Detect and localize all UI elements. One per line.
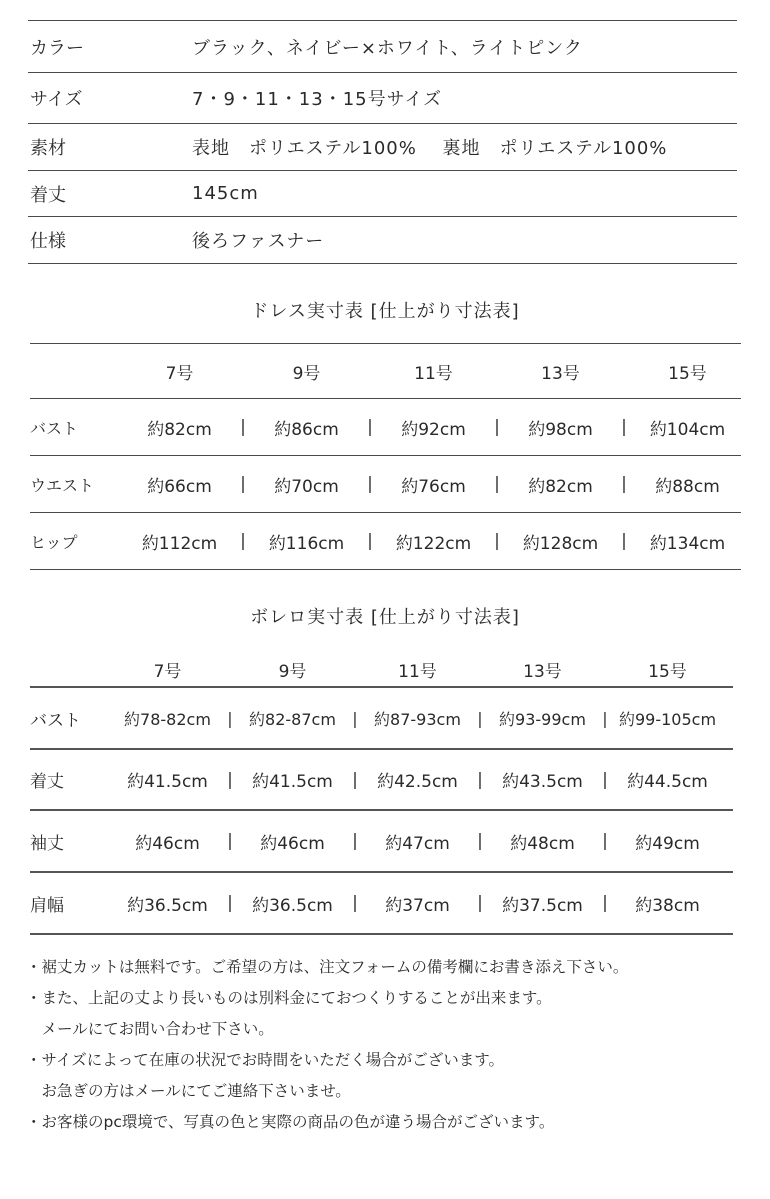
size-header: 13号 (541, 363, 580, 384)
cell-separator: | (227, 831, 233, 851)
table-cell: 約42.5cm (377, 772, 458, 792)
table-row (30, 688, 733, 750)
size-header: 9号 (278, 661, 307, 682)
cell-separator: | (621, 531, 627, 551)
table-cell: 約41.5cm (252, 772, 333, 792)
cell-separator: | (367, 417, 373, 437)
spec-value: ブラック、ネイビー×ホワイト、ライトピンク (192, 37, 583, 59)
table-cell: 約116cm (268, 533, 345, 554)
cell-separator: | (602, 708, 608, 728)
table-cell: 約128cm (522, 533, 599, 554)
spec-row-size (28, 73, 737, 124)
cell-separator: | (621, 417, 627, 437)
table-row (30, 513, 741, 570)
size-header: 9号 (292, 363, 321, 384)
table-cell: 約38cm (635, 895, 700, 916)
table-cell: 約44.5cm (627, 772, 708, 792)
cell-separator: | (227, 708, 233, 728)
cell-separator: | (602, 769, 608, 790)
row-label: ウエスト (30, 475, 95, 495)
cell-separator: | (367, 531, 373, 551)
cell-separator: | (352, 769, 358, 790)
row-label: 袖丈 (30, 833, 64, 854)
cell-separator: | (621, 474, 627, 494)
cell-separator: | (477, 893, 483, 913)
spec-row-length (28, 171, 737, 217)
table-row (30, 873, 733, 935)
cell-separator: | (494, 474, 500, 494)
note-line: ・裾丈カットは無料です。ご希望の方は、注文フォームの備考欄にお書き添え下さい。 (26, 958, 629, 976)
table-cell: 約46cm (260, 833, 325, 854)
size-header: 7号 (165, 363, 194, 384)
table-cell: 約43.5cm (502, 772, 583, 792)
size-header: 13号 (523, 661, 562, 682)
cell-separator: | (227, 893, 233, 913)
size-header: 7号 (153, 661, 182, 682)
spec-label: サイズ (30, 89, 83, 110)
cell-separator: | (352, 708, 358, 728)
cell-separator: | (477, 831, 483, 851)
table-cell: 約48cm (510, 833, 575, 854)
spec-table (28, 20, 737, 264)
cell-separator: | (227, 769, 233, 790)
table-cell: 約76cm (401, 476, 466, 497)
spec-value: 後ろファスナー (192, 231, 325, 252)
table-cell: 約36.5cm (252, 895, 333, 916)
table-cell: 約122cm (395, 533, 472, 554)
dress-size-table (30, 343, 741, 570)
table-cell: 約66cm (147, 476, 212, 497)
cell-separator: | (494, 417, 500, 437)
table-cell: 約36.5cm (127, 895, 208, 916)
table-cell: 約37cm (385, 895, 450, 916)
table-cell: 約78-82cm (124, 709, 211, 729)
table-row (30, 399, 741, 456)
size-header-row (30, 344, 741, 399)
table-row (30, 456, 741, 513)
table-cell: 約41.5cm (127, 772, 208, 792)
spec-value: 表地 ポリエステル100% 裏地 ポリエステル100% (192, 138, 668, 159)
cell-separator: | (240, 474, 246, 494)
table-cell: 約99-105cm (618, 709, 717, 729)
spec-label: 仕様 (30, 231, 66, 252)
note-line: ・また、上記の丈より長いものは別料金にておつくりすることが出来ます。 (26, 989, 552, 1007)
spec-value: 145cm (192, 183, 259, 204)
cell-separator: | (477, 769, 483, 790)
table-cell: 約88cm (655, 476, 720, 497)
table-cell: 約47cm (385, 833, 450, 854)
note-line: ・お客様のpc環境で、写真の色と実際の商品の色が違う場合がございます。 (26, 1113, 555, 1131)
cell-separator: | (352, 831, 358, 851)
cell-separator: | (477, 708, 483, 728)
table-cell: 約134cm (649, 533, 726, 554)
spec-label: 着丈 (30, 184, 66, 206)
row-label: ヒップ (30, 532, 78, 552)
table-cell: 約70cm (274, 476, 339, 497)
table-cell: 約92cm (401, 419, 466, 440)
bolero-size-table (30, 652, 733, 935)
table-cell: 約82cm (147, 419, 212, 440)
notes-list (26, 955, 766, 1141)
size-header: 15号 (648, 661, 687, 682)
cell-separator: | (367, 474, 373, 494)
table-cell: 約93-99cm (499, 709, 586, 729)
cell-separator: | (602, 831, 608, 851)
cell-separator: | (494, 531, 500, 551)
row-label: 着丈 (30, 772, 64, 792)
spec-label: 素材 (30, 138, 66, 159)
table-cell: 約98cm (528, 419, 593, 440)
table-cell: 約49cm (635, 833, 700, 854)
spec-value: 7・9・11・13・15号サイズ (192, 89, 443, 110)
cell-separator: | (352, 893, 358, 913)
dress-table-title: ドレス実寸表 [仕上がり寸法表] (250, 301, 520, 322)
table-row (30, 811, 733, 873)
note-line: お急ぎの方はメールにてご連絡下さいませ。 (26, 1082, 351, 1100)
cell-separator: | (240, 531, 246, 551)
row-label: 肩幅 (30, 895, 64, 916)
spec-label: カラー (30, 37, 84, 59)
table-cell: 約87-93cm (374, 709, 461, 729)
table-cell: 約82-87cm (249, 709, 336, 729)
table-cell: 約86cm (274, 419, 339, 440)
table-row (30, 750, 733, 811)
size-header-row (30, 652, 733, 688)
note-line: メールにてお問い合わせ下さい。 (26, 1020, 274, 1038)
bolero-table-title: ボレロ実寸表 [仕上がり寸法表] (250, 607, 520, 628)
cell-separator: | (602, 893, 608, 913)
note-line: ・サイズによって在庫の状況でお時間をいただく場合がございます。 (26, 1051, 505, 1069)
table-cell: 約82cm (528, 476, 593, 497)
size-header: 15号 (668, 363, 707, 384)
table-cell: 約37.5cm (502, 895, 583, 916)
size-header: 11号 (398, 661, 437, 682)
table-cell: 約104cm (649, 419, 726, 440)
table-cell: 約112cm (141, 533, 218, 554)
spec-row-spec (28, 217, 737, 264)
row-label: バスト (30, 418, 79, 438)
row-label: バスト (30, 710, 81, 731)
cell-separator: | (240, 417, 246, 437)
spec-row-color (28, 21, 737, 73)
spec-row-material (28, 124, 737, 171)
table-cell: 約46cm (135, 833, 200, 854)
size-header: 11号 (414, 363, 453, 384)
